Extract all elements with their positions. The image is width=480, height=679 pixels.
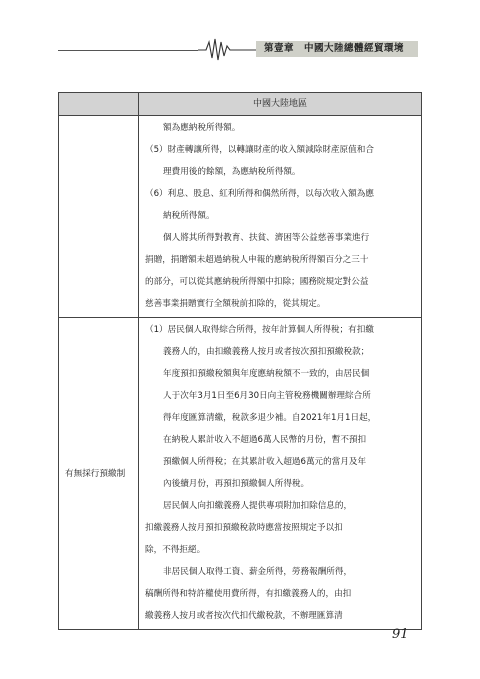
text-line: 居民個人向扣繳義務人提供專項附加扣除信息的， [163,501,353,511]
text-line: 繳義務人按月或者按次代扣代繳稅款，不辦理匯算清 [145,611,343,621]
row-label: 有無採行預繳制 [59,318,139,630]
text-line: 得年度匯算清繳，稅款多退少補。自2021年1月1日起， [163,413,377,423]
text-line: 扣繳義務人按月預扣預繳稅款時應當按照規定予以扣 [145,523,343,533]
pulse-line-icon [198,36,256,62]
text-line: （5）財產轉讓所得，以轉讓財產的收入額減除財產原值和合 [145,145,374,155]
mainland-china-column-header: 中國大陸地區 [139,93,422,116]
row-label [59,116,139,318]
text-line: 非居民個人取得工資、薪金所得，勞務報酬所得， [163,567,353,577]
text-line: 額為應納稅所得額。 [163,123,241,133]
text-line: 內後續月份，再預扣預繳個人所得稅。 [163,479,310,489]
text-line: 納稅所得額。 [163,211,215,221]
tax-comparison-table [58,92,422,630]
text-line: 理費用後的餘額，為應納稅所得額。 [163,167,301,177]
label-column-header [59,93,139,116]
text-line: 的部分，可以從其應納稅所得額中扣除；國務院規定對公益 [145,277,369,287]
text-line: 年度預扣預繳稅額與年度應納稅額不一致的，由居民個 [163,369,370,379]
text-line: 捐贈，捐贈額未超過納稅人申報的應納稅所得額百分之三十 [145,255,369,265]
table-row [59,318,422,630]
text-line: 稿酬所得和特許權使用費所得，有扣繳義務人的，由扣 [145,589,352,599]
text-line: 慈善事業捐贈實行全額稅前扣除的，從其規定。 [145,299,326,309]
page-number: 91 [392,627,409,642]
text-line: （6）利息、股息、紅利所得和偶然所得，以每次收入額為應 [145,189,374,199]
row-content [139,318,422,630]
text-line: 在納稅人累計收入不超過6萬人民幣的月份，暫不預扣 [163,435,367,445]
text-line: 人于次年3月1日至6月30日向主管稅務機關辦理綜合所 [163,391,371,401]
text-line: 個人將其所得對教育、扶貧、濟困等公益慈善事業進行 [163,233,370,243]
table-header-row [59,93,422,116]
text-line: 預繳個人所得稅；在其累計收入超過6萬元的當月及年 [163,457,367,467]
text-line: 除，不得拒絕。 [145,545,206,555]
text-line: 義務人的，由扣繳義務人按月或者按次預扣預繳稅款； [163,347,370,357]
table-row [59,116,422,318]
row-content [139,116,422,318]
chapter-title: 第壹章 中國大陸總體經貿環境 [256,41,418,57]
text-line: （1）居民個人取得綜合所得，按年計算個人所得稅；有扣繳 [145,325,374,335]
